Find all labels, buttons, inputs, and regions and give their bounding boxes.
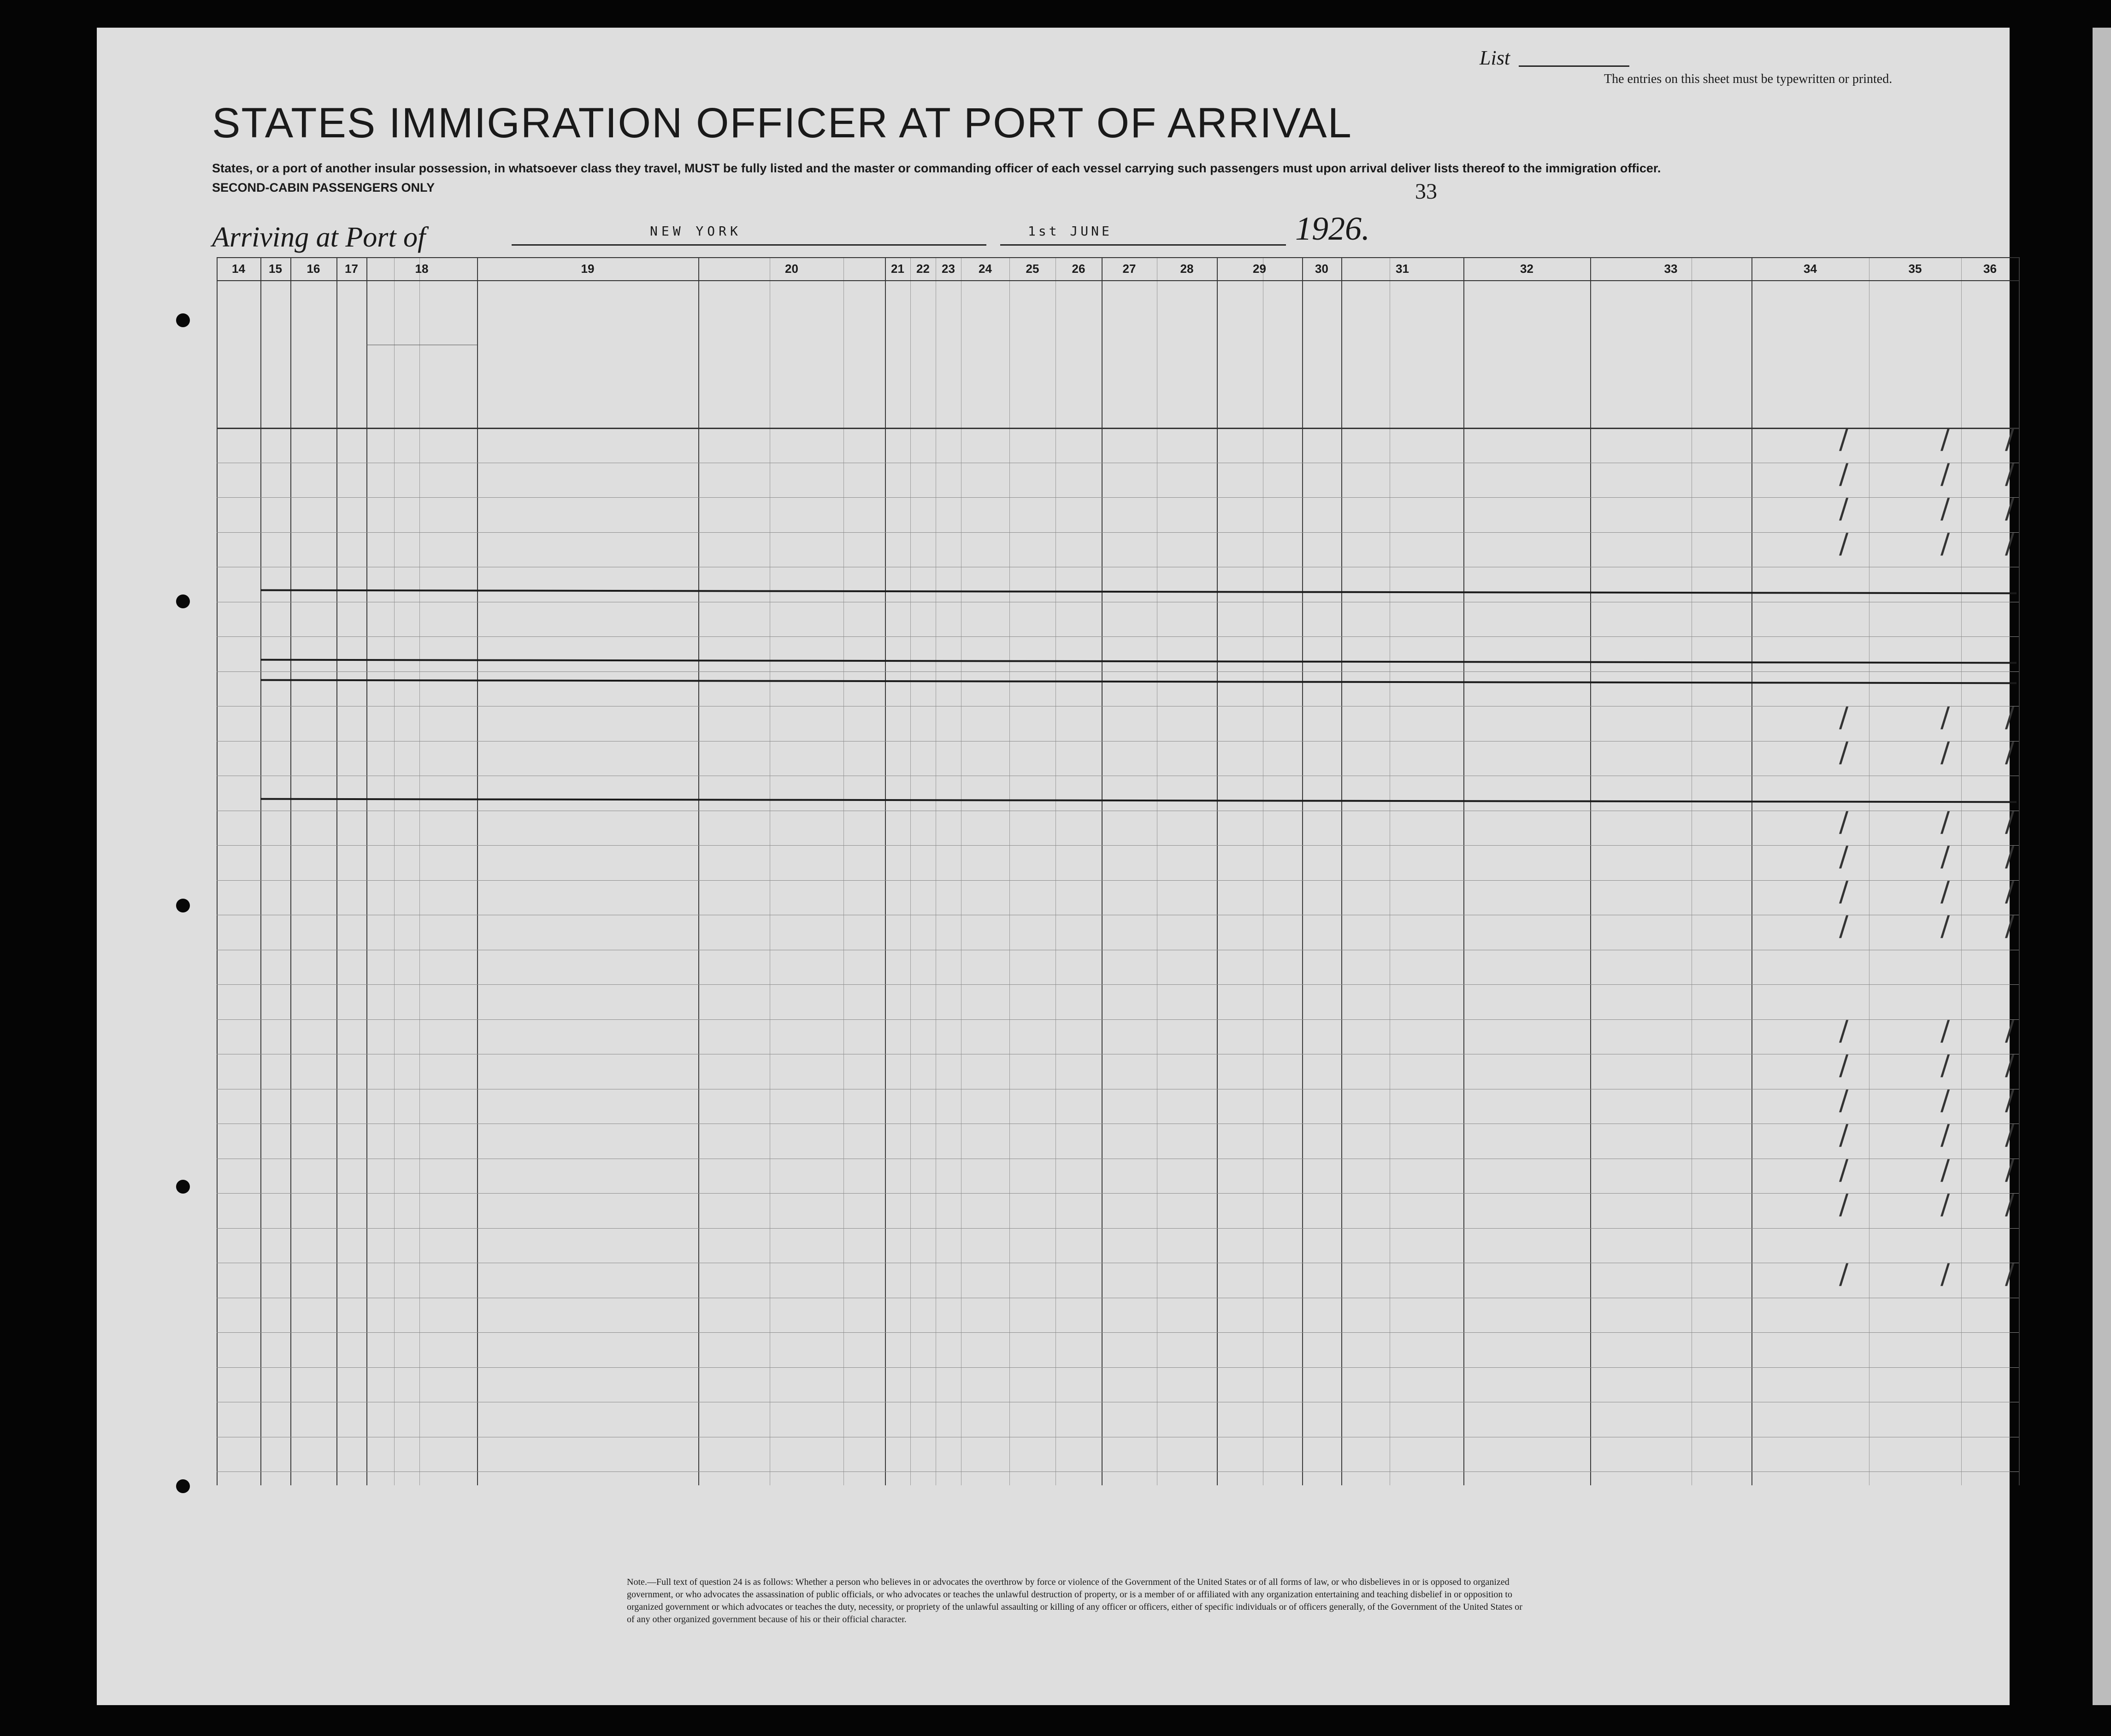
- check-mark: /: [1839, 875, 1849, 908]
- check-mark: /: [2005, 527, 2015, 560]
- check-mark: /: [2005, 806, 2015, 838]
- column-header: [963, 285, 1008, 423]
- check-mark: /: [2005, 875, 2015, 908]
- column-rule: [260, 257, 261, 1485]
- row-rule: [217, 1332, 2019, 1333]
- column-header: [938, 285, 959, 423]
- row-rule: [217, 1471, 2019, 1472]
- column-rule: [477, 257, 478, 1485]
- column-rule: [1961, 257, 1962, 1485]
- row-rule: [217, 1019, 2019, 1020]
- check-mark: /: [1940, 701, 1950, 734]
- column-rule: [843, 257, 844, 1485]
- row-rule: [217, 1228, 2019, 1229]
- check-mark: /: [1940, 736, 1950, 769]
- column-rule: [1463, 257, 1464, 1485]
- check-mark: /: [1839, 1014, 1849, 1047]
- column-header: [1011, 285, 1054, 423]
- check-mark: /: [2005, 736, 2015, 769]
- column-number: 34: [1804, 262, 1817, 276]
- arriving-label: Arriving at Port of: [212, 222, 426, 253]
- column-rule: [366, 257, 367, 1485]
- punch-hole: [176, 1180, 190, 1194]
- check-mark: /: [1940, 841, 1950, 873]
- check-mark: /: [1940, 527, 1950, 560]
- check-mark: /: [1940, 1119, 1950, 1151]
- row-rule: [217, 845, 2019, 846]
- column-header: [887, 285, 908, 423]
- page-edge: [2093, 28, 2111, 1705]
- column-number: 24: [979, 262, 992, 276]
- column-number: 35: [1908, 262, 1922, 276]
- column-rule: [419, 257, 420, 1485]
- footer-note: Note.—Full text of question 24 is as follows: Whether a person who believes in or advocates the overthrow by force or violence of the Government of the United States or of all forms of law, or who disbelieves in or is opposed to organized government, or who advocates the assassination of public officials, or who advocates or teaches the unlawful destruction of property, or is a member of or affiliated with any organization entertaining and teaching disbelief in or opposition to organized government or which advocates or teaches the duty, necessity, or propriety of the unlawful assaulting or killing of any officer or officers, either of specific individuals or of officers generally, of the Government of the United States or of any other organized government because of his or their official character.: [627, 1577, 1522, 1624]
- check-mark: /: [1940, 1189, 1950, 1221]
- column-rule: [1341, 257, 1342, 1485]
- header-rule: [217, 280, 2019, 281]
- check-mark: /: [1839, 1258, 1849, 1290]
- check-mark: /: [1839, 1153, 1849, 1186]
- check-mark: /: [2005, 1084, 2015, 1117]
- sheet-number: 33: [1415, 179, 1437, 204]
- strike-line: [260, 659, 2017, 664]
- manifest-page: [97, 28, 2015, 1705]
- row-rule: [217, 984, 2019, 985]
- check-mark: /: [1839, 841, 1849, 873]
- column-number: 26: [1072, 262, 1085, 276]
- column-rule: [1217, 257, 1218, 1485]
- column-rule: [2019, 257, 2020, 1485]
- check-mark: /: [1839, 1119, 1849, 1151]
- check-mark: /: [2005, 841, 2015, 873]
- column-number: 27: [1122, 262, 1136, 276]
- check-mark: /: [2005, 1189, 2015, 1221]
- check-mark: /: [1940, 493, 1950, 525]
- check-mark: /: [2005, 493, 2015, 525]
- page-title: STATES IMMIGRATION OFFICER AT PORT OF ARRIVAL: [212, 100, 1352, 147]
- column-number: 17: [345, 262, 358, 276]
- check-mark: /: [1839, 701, 1849, 734]
- column-number: 16: [307, 262, 320, 276]
- column-header: [912, 285, 934, 423]
- column-rule: [885, 257, 886, 1485]
- punch-hole: [176, 594, 190, 608]
- column-number: 25: [1026, 262, 1039, 276]
- row-rule: [217, 532, 2019, 533]
- check-mark: /: [2005, 1049, 2015, 1082]
- check-mark: /: [1940, 875, 1950, 908]
- check-mark: /: [2005, 1014, 2015, 1047]
- column-number: 23: [942, 262, 955, 276]
- check-mark: /: [2005, 423, 2015, 455]
- header-rule: [217, 257, 2019, 258]
- typewritten-instruction: The entries on this sheet must be typewritten or printed.: [1604, 72, 1893, 86]
- column-number: 33: [1664, 262, 1678, 276]
- column-rule: [394, 257, 395, 1485]
- column-rule: [698, 257, 699, 1485]
- column-rule: [290, 257, 291, 1485]
- check-mark: /: [1839, 1084, 1849, 1117]
- manifest-table: [217, 257, 2019, 1511]
- check-mark: /: [1839, 458, 1849, 490]
- check-mark: /: [1839, 527, 1849, 560]
- punch-hole: [176, 899, 190, 912]
- column-rule: [1590, 257, 1591, 1485]
- column-number: 19: [581, 262, 595, 276]
- row-rule: [217, 880, 2019, 881]
- row-rule: [217, 497, 2019, 498]
- column-number: 36: [1983, 262, 1997, 276]
- check-mark: /: [1940, 1258, 1950, 1290]
- arrival-year: 1926.: [1295, 210, 1370, 247]
- column-number: 21: [891, 262, 904, 276]
- column-number: 14: [232, 262, 245, 276]
- check-mark: /: [1839, 806, 1849, 838]
- check-mark: /: [2005, 910, 2015, 942]
- column-rule: [1009, 257, 1010, 1485]
- check-mark: /: [2005, 1258, 2015, 1290]
- punch-hole: [176, 313, 190, 327]
- row-rule: [217, 1367, 2019, 1368]
- check-mark: /: [1940, 423, 1950, 455]
- column-header: [700, 285, 768, 423]
- check-mark: /: [1940, 806, 1950, 838]
- check-mark: /: [1940, 910, 1950, 942]
- column-header: [772, 285, 842, 423]
- row-rule: [217, 1193, 2019, 1194]
- check-mark: /: [1940, 1084, 1950, 1117]
- row-rule: [217, 671, 2019, 672]
- list-label: List: [1480, 47, 1510, 69]
- column-header: [845, 285, 883, 423]
- check-mark: /: [1839, 736, 1849, 769]
- column-rule: [910, 257, 911, 1485]
- column-rule: [1102, 257, 1103, 1485]
- column-number: 22: [916, 262, 930, 276]
- check-mark: /: [1940, 1049, 1950, 1082]
- column-rule: [1751, 257, 1752, 1485]
- check-mark: /: [1940, 458, 1950, 490]
- column-number: 28: [1180, 262, 1194, 276]
- column-number: 18: [415, 262, 429, 276]
- passenger-class: SECOND-CABIN PASSENGERS ONLY: [212, 181, 435, 194]
- check-mark: /: [1839, 423, 1849, 455]
- arrival-port: NEW YORK: [650, 224, 742, 239]
- row-rule: [217, 636, 2019, 637]
- column-rule: [1302, 257, 1303, 1485]
- check-mark: /: [1839, 910, 1849, 942]
- check-mark: /: [2005, 701, 2015, 734]
- column-number: 20: [785, 262, 798, 276]
- strike-line: [260, 589, 2017, 594]
- column-number: 31: [1396, 262, 1409, 276]
- check-mark: /: [1839, 1189, 1849, 1221]
- column-number: 29: [1253, 262, 1266, 276]
- check-mark: /: [2005, 1153, 2015, 1186]
- arrival-date: 1st JUNE: [1028, 224, 1112, 239]
- check-mark: /: [2005, 458, 2015, 490]
- column-number: 15: [269, 262, 282, 276]
- column-number: 32: [1520, 262, 1533, 276]
- strike-line: [260, 798, 2017, 803]
- check-mark: /: [1839, 1049, 1849, 1082]
- column-rule: [217, 257, 218, 1485]
- strike-line: [260, 679, 2017, 684]
- check-mark: /: [1940, 1014, 1950, 1047]
- header-rule: [217, 428, 2019, 429]
- column-header: [262, 285, 289, 423]
- column-header: [338, 285, 365, 423]
- check-mark: /: [2005, 1119, 2015, 1151]
- column-header: [1057, 285, 1100, 423]
- column-number: 30: [1315, 262, 1328, 276]
- header-subline: States, or a port of another insular possession, in whatsoever class they travel, MUST be fully listed and the master or commanding officer of each vessel carrying such passengers must upon arrival deliver lists thereof to the immigration officer.: [212, 161, 1661, 175]
- check-mark: /: [1940, 1153, 1950, 1186]
- punch-hole: [176, 1479, 190, 1493]
- check-mark: /: [1839, 493, 1849, 525]
- column-rule: [336, 257, 337, 1485]
